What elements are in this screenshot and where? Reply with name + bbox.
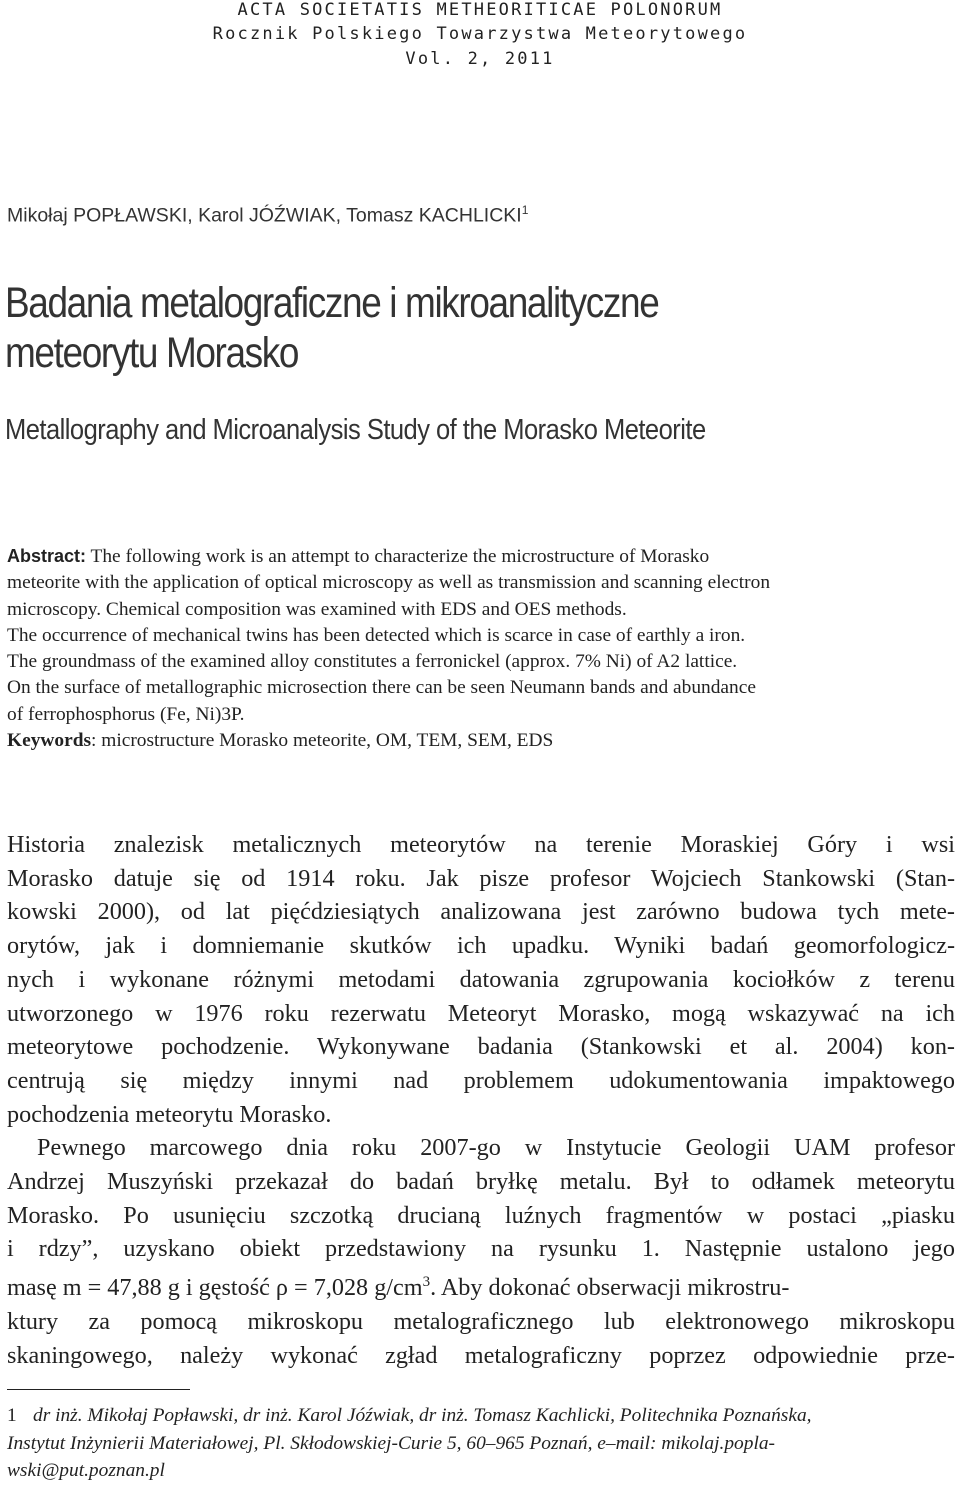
footnote-text: dr inż. Mikołaj Popławski, dr inż. Karol Jóźwiak, dr inż. Tomasz Kachlicki, Politechnika Poznańska, <box>33 1405 812 1426</box>
author-footnote-mark: 1 <box>521 203 529 217</box>
body-line: Morasko. Po usunięciu szczotką drucianą luźnych fragmentów w postaci „piasku <box>7 1201 955 1229</box>
abstract-text: The following work is an attempt to characterize the microstructure of Morasko <box>86 546 710 567</box>
body-line-part: . Aby dokonać obserwacji mikrostru- <box>430 1274 790 1302</box>
abstract-line <box>7 543 955 570</box>
body-line: kowski 2000), od lat pięćdziesiątych analizowana jest zarówno budowa tych mete- <box>7 898 955 926</box>
body-line: meteorytowe pochodzenie. Wykonywane badania (Stankowski et al. 2004) kon- <box>7 1033 955 1061</box>
body-line: pochodzenia meteorytu Morasko. <box>7 1100 332 1128</box>
body-line: centrują się między innymi nad problemem udokumentowania impaktowego <box>7 1066 955 1094</box>
abstract-line: microscopy. Chemical composition was examined with EDS and OES methods. <box>7 598 627 620</box>
body-line: Pewnego marcowego dnia roku 2007-go w Instytucie Geologii UAM profesor <box>37 1134 955 1162</box>
abstract <box>7 543 955 754</box>
footnote-line <box>7 1402 955 1430</box>
abstract-line: The groundmass of the examined alloy constitutes a ferronickel (approx. 7% Ni) of A2 lattice. <box>7 651 738 673</box>
body-line: orytów, jak i domniemanie skutków ich upadku. Wyniki badań geomorfologicz- <box>7 932 955 960</box>
abstract-line: of ferrophosphorus (Fe, Ni)3P. <box>7 703 245 725</box>
body-line: Historia znalezisk metalicznych meteorytów na terenie Moraskiej Góry i wsi <box>7 831 955 858</box>
footnote-line: Instytut Inżynierii Materiałowej, Pl. Skłodowskiej-Curie 5, 60–965 Poznań, e–mail: mikolaj.popla- <box>7 1432 775 1454</box>
keywords-text: : microstructure Morasko meteorite, OM, TEM, SEM, EDS <box>91 730 554 752</box>
body-line <box>7 1266 955 1305</box>
body-line: i rdzy”, uzyskano obiekt przedstawiony na rysunku 1. Następnie ustalono jego <box>7 1235 955 1263</box>
body-line: Morasko datuje się od 1914 roku. Jak pisze profesor Wojciech Stankowski (Stan- <box>7 864 955 892</box>
title-line-2: meteorytu Morasko <box>5 329 299 377</box>
journal-subtitle: Rocznik Polskiego Towarzystwa Meteorytowego <box>212 24 748 44</box>
authors <box>7 203 528 228</box>
title-line-1: Badania metalograficzne i mikroanalityczne <box>5 279 659 327</box>
abstract-label: Abstract: <box>7 546 87 566</box>
journal-volume: Vol. 2, 2011 <box>405 49 555 69</box>
paper-title <box>5 278 951 378</box>
footnote-email[interactable]: wski@put.poznan.pl <box>7 1460 165 1481</box>
body-line-part: masę m = 47,88 g i gęstość ρ = 7,028 g/cm <box>7 1274 423 1302</box>
body-line: Andrzej Muszyński przekazał do badań bryłkę metalu. Był to odłamek meteorytu <box>7 1168 955 1196</box>
superscript: 3 <box>422 1274 431 1291</box>
journal-title: ACTA SOCIETATIS METHEORITICAE POLONORUM <box>237 0 723 20</box>
abstract-line: meteorite with the application of optical microscopy as well as transmission and scanning electron <box>7 572 771 594</box>
body-line: skaningowego, należy wykonać zgład metalograficzny poprzez odpowiednie prze- <box>7 1341 955 1369</box>
footnote <box>7 1402 955 1485</box>
body-line: ktury za pomocą mikroskopu metalograficznego lub elektronowego mikroskopu <box>7 1307 955 1335</box>
author-names: Mikołaj POPŁAWSKI, Karol JÓŹWIAK, Tomasz KACHLICKI <box>7 204 522 227</box>
footnote-divider <box>7 1389 190 1390</box>
keywords <box>7 728 955 754</box>
body-line: utworzonego w 1976 roku rezerwatu Meteoryt Morasko, mogą wskazywać na ich <box>7 999 955 1027</box>
body-text <box>7 828 955 1372</box>
footnote-number: 1 <box>7 1405 17 1426</box>
english-title: Metallography and Microanalysis Study of the Morasko Meteorite <box>5 414 706 446</box>
body-line: nych i wykonane różnymi metodami datowania zgrupowania kociołków z terenu <box>7 965 955 993</box>
abstract-line: The occurrence of mechanical twins has been detected which is scarce in case of earthly a iron. <box>7 624 746 646</box>
abstract-line: On the surface of metallographic microsection there can be seen Neumann bands and abundance <box>7 677 756 699</box>
keywords-label: Keywords <box>7 730 92 752</box>
